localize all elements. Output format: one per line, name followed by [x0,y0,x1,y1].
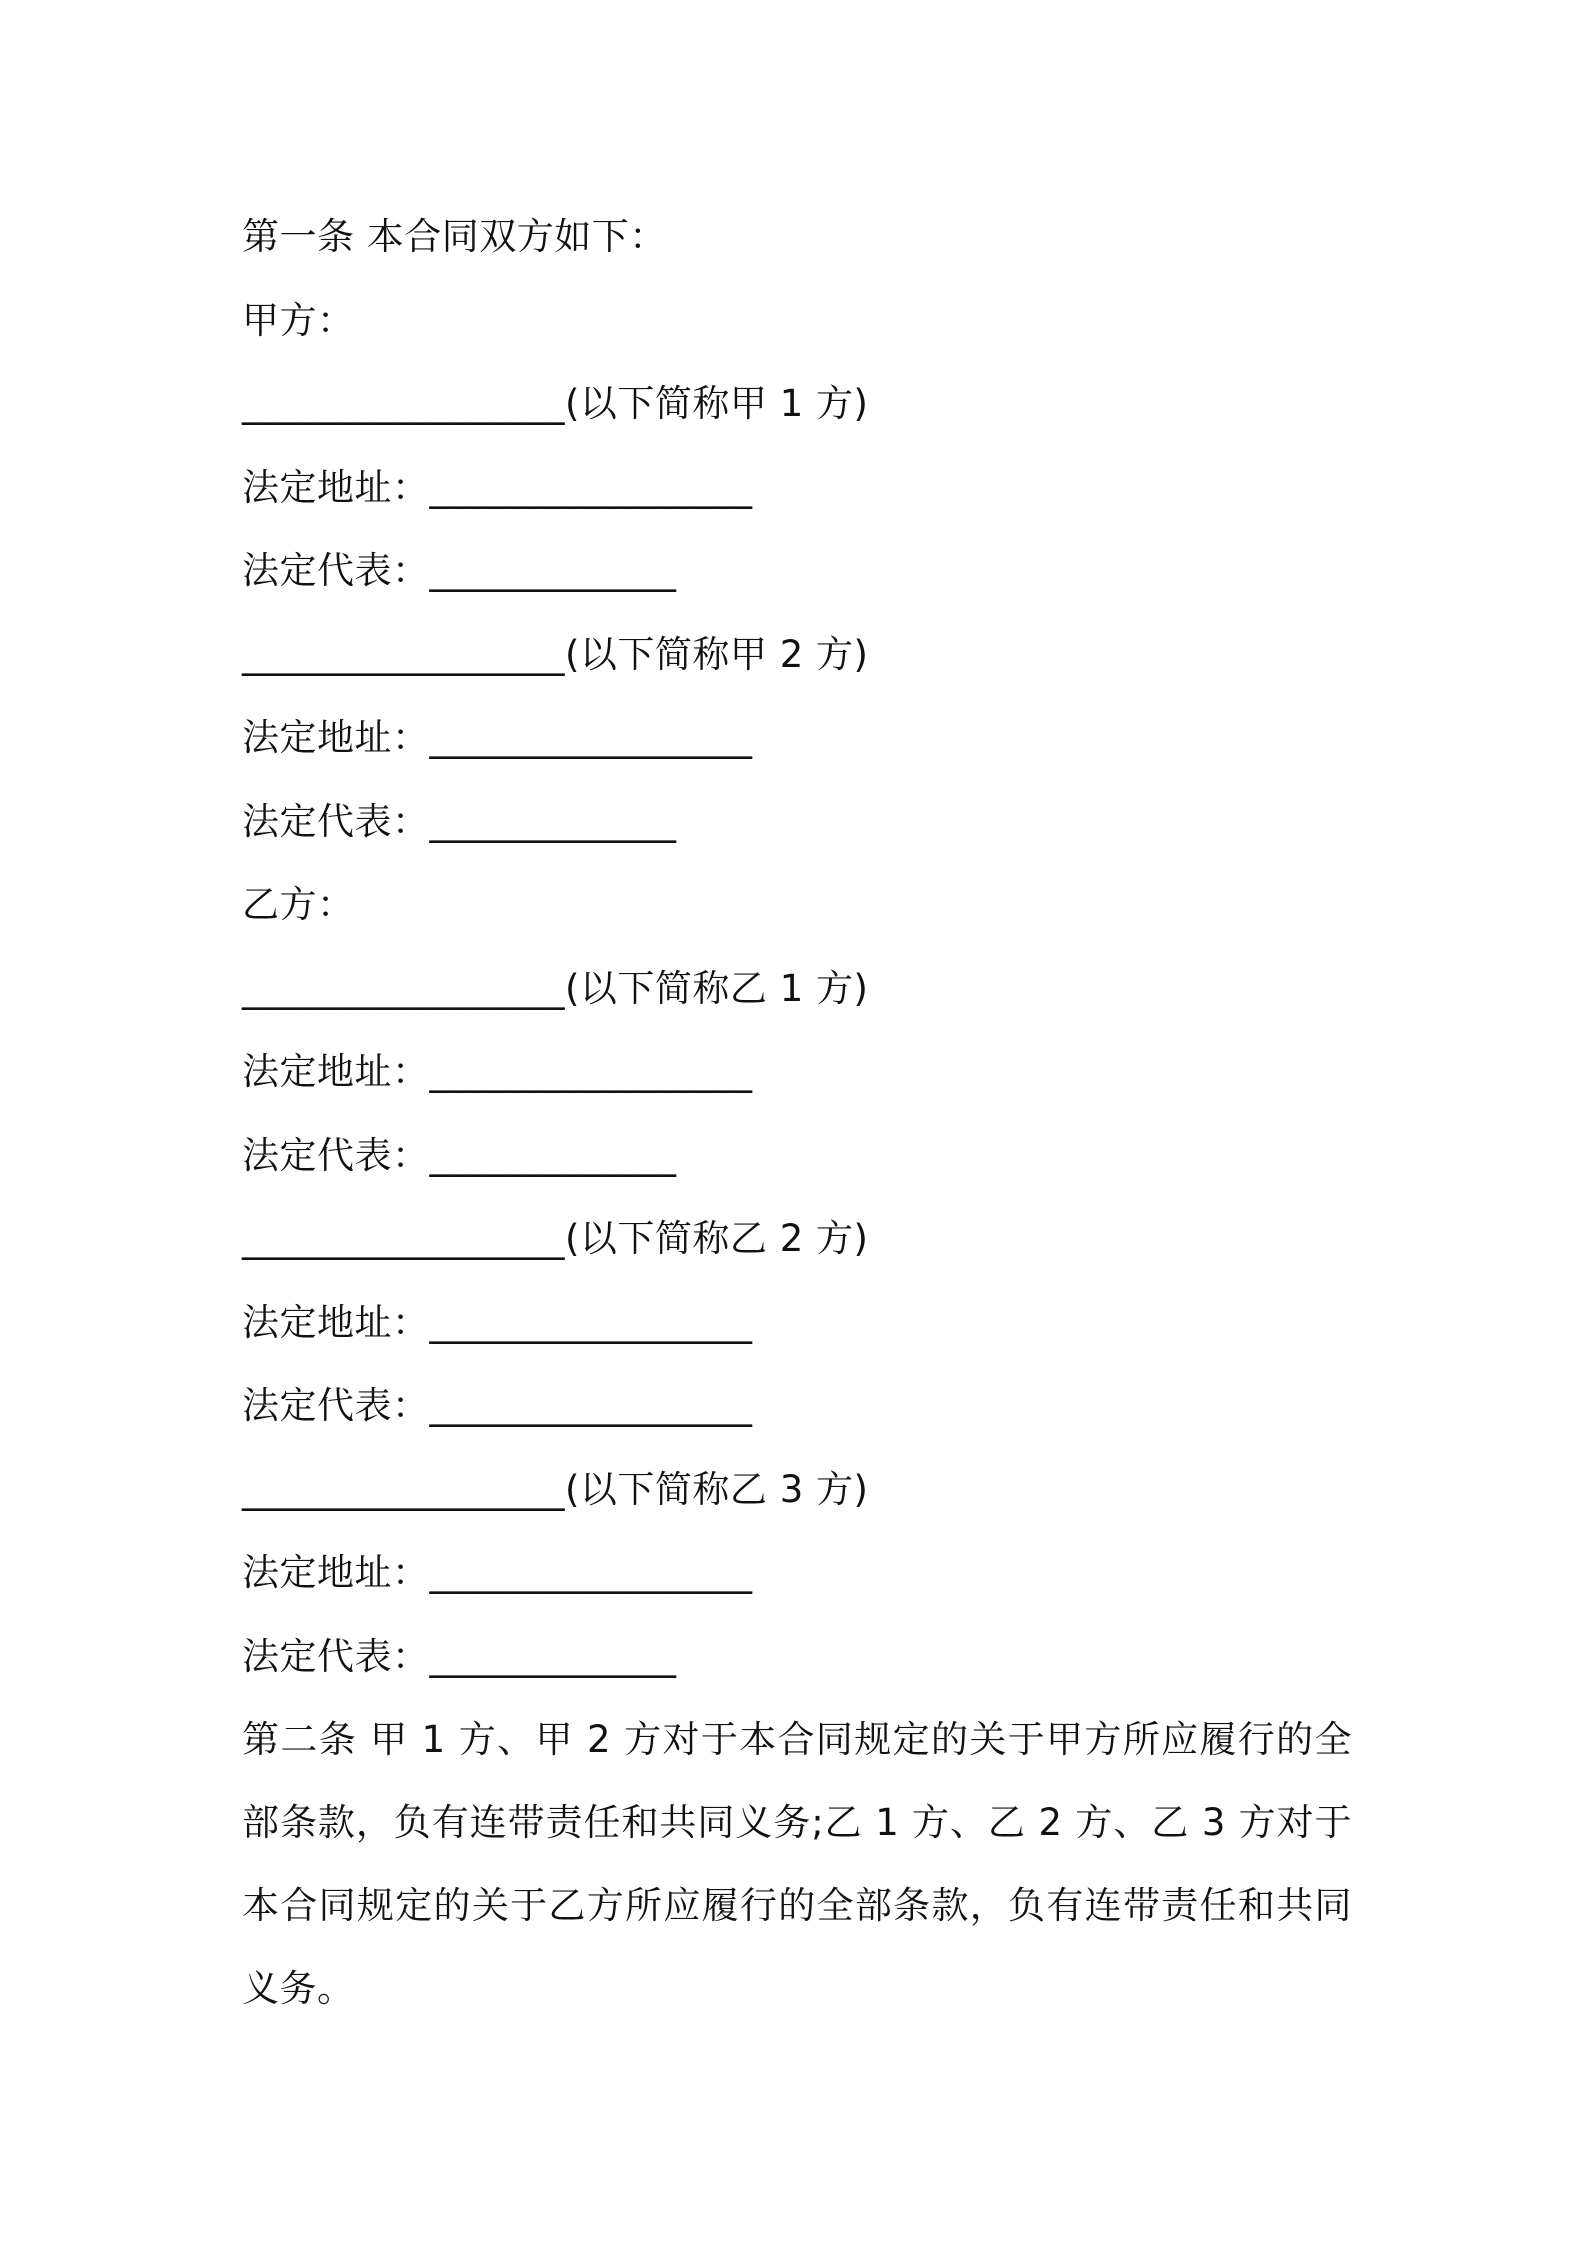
party-b1-representative-line: 法定代表：_____________ [242,1133,677,1177]
document-body [242,195,1352,2030]
party-b-heading: 乙方： [242,883,355,926]
party-b2-address-line: 法定地址：_________________ [242,1300,753,1344]
party-a2-address-line: 法定地址：_________________ [242,716,753,759]
party-a2-representative-line: 法定代表：_____________ [242,799,677,843]
party-a2-name-line: _________________(以下简称甲 2 方) [242,632,869,676]
party-a1-name-line: _________________(以下简称甲 1 方) [242,382,869,425]
party-b1-address-line: 法定地址：_________________ [242,1050,753,1093]
party-a1-address-line: 法定地址：_________________ [242,465,753,509]
party-b2-representative-line: 法定代表：_________________ [242,1384,753,1427]
party-b1-name-line: _________________(以下简称乙 1 方) [242,966,869,1010]
party-a1-representative-line: 法定代表：_____________ [242,549,677,592]
party-b3-representative-line: 法定代表：_____________ [242,1634,677,1678]
party-a-heading: 甲方： [242,298,355,342]
party-b3-address-line: 法定地址：_________________ [242,1551,753,1594]
party-b2-name-line: _________________(以下简称乙 2 方) [242,1217,869,1260]
article-2-paragraph: 第二条 甲 1 方、甲 2 方对于本合同规定的关于甲方所应履行的全部条款，负有连带责任和共同义务;乙 1 方、乙 2 方、乙 3 方对于本合同规定的关于乙方所应履行的全部条款，负有连带责任和共同义务。 [242,1718,1352,2010]
party-b3-name-line: _________________(以下简称乙 3 方) [242,1467,869,1511]
article-1-heading: 第一条 本合同双方如下： [242,215,667,258]
